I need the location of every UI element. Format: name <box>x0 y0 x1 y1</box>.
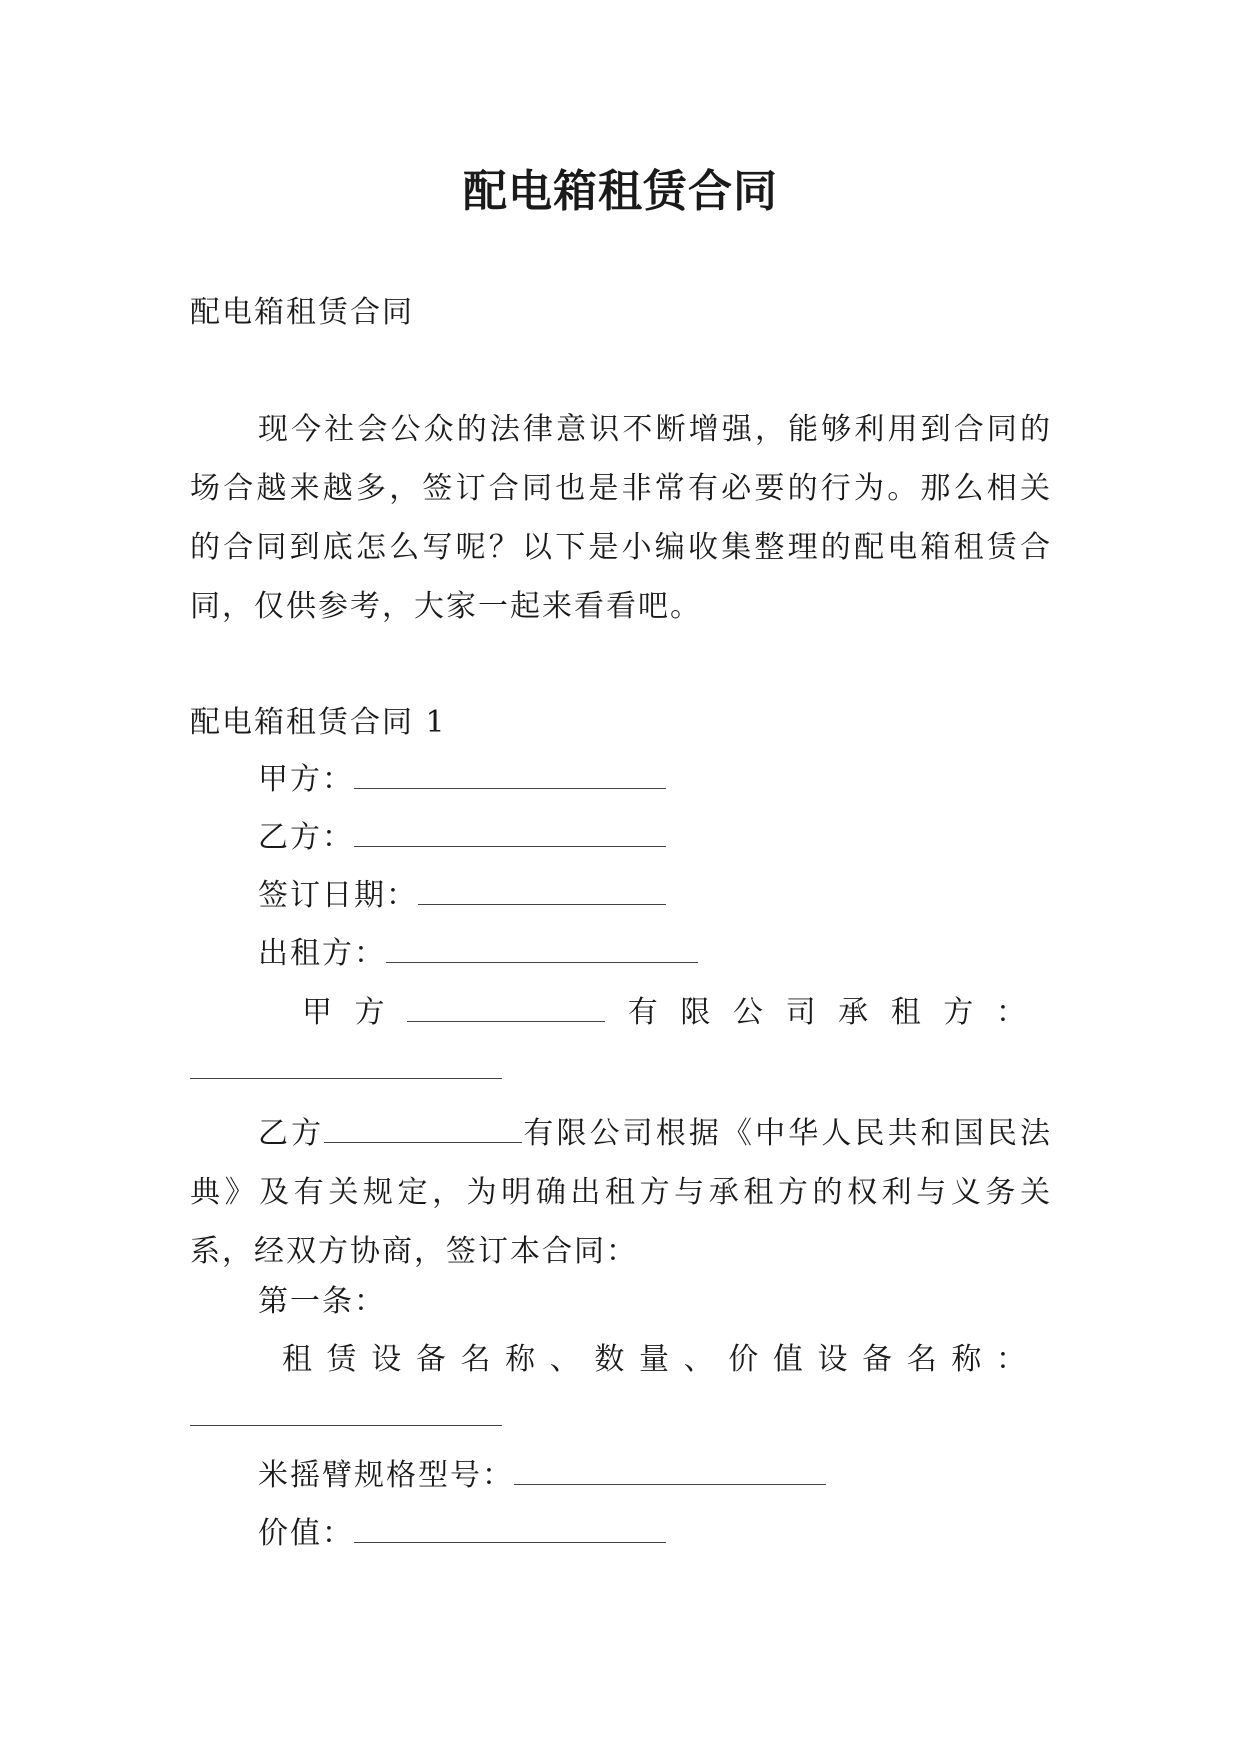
section-heading: 配电箱租赁合同 1 <box>190 705 447 740</box>
lessee-blank <box>190 1078 502 1079</box>
char: 称 <box>951 1342 982 1377</box>
char: 租 <box>890 995 921 1030</box>
equipment-name-blank <box>190 1425 502 1426</box>
sign-date-line <box>258 876 666 916</box>
char: 有 <box>627 995 658 1030</box>
char: 备 <box>415 1342 446 1377</box>
char: ： <box>996 1342 1026 1377</box>
article-one: 第一条： <box>258 1284 386 1319</box>
lessor-label: 出租方： <box>258 936 386 971</box>
char: 限 <box>680 995 711 1030</box>
intro-paragraph: 现今社会公众的法律意识不断增强，能够利用到合同的场合越来越多，签订合同也是非常有必要的行为。那么相关的合同到底怎么写呢？以下是小编收集整理的配电箱租赁合同，仅供参考，大家一起来看看吧。 <box>190 412 1052 624</box>
party-a-line <box>258 760 666 800</box>
char: 设 <box>817 1342 848 1377</box>
justified-equipment-line <box>282 1340 1026 1380</box>
char: 方 <box>354 995 385 1030</box>
value-line <box>258 1514 666 1554</box>
char: 值 <box>772 1342 803 1377</box>
company-name-blank <box>407 993 605 1022</box>
char: 承 <box>838 995 869 1030</box>
char: 称 <box>505 1342 536 1377</box>
sign-date-blank <box>418 876 666 905</box>
char: 价 <box>728 1342 759 1377</box>
document-subtitle: 配电箱租赁合同 <box>190 295 414 330</box>
justified-party-line <box>302 993 1026 1033</box>
char: 名 <box>906 1342 937 1377</box>
para2-text: 有限公司根据《中华人民共和国民法典》及有关规定，为明确出租方与承租方的权利与义务关系，经双方协商，签订本合同： <box>190 1116 1053 1269</box>
spec-blank <box>514 1456 826 1485</box>
party-b-blank <box>354 818 666 847</box>
char: 备 <box>862 1342 893 1377</box>
spec-label: 米摇臂规格型号： <box>258 1458 514 1493</box>
char: 设 <box>371 1342 402 1377</box>
basis-paragraph <box>190 1104 1052 1281</box>
char: 方 <box>943 995 974 1030</box>
char: 、 <box>549 1342 580 1377</box>
sign-date-label: 签订日期： <box>258 878 418 913</box>
lessor-blank <box>386 934 698 963</box>
party-b-label: 乙方： <box>258 820 354 855</box>
lessee-company-blank <box>324 1114 522 1143</box>
char: 数 <box>594 1342 625 1377</box>
char: ： <box>995 995 1026 1030</box>
char: 司 <box>785 995 816 1030</box>
para2-prefix: 乙方 <box>258 1116 325 1151</box>
lessor-line <box>258 934 698 974</box>
document-title: 配电箱租赁合同 <box>463 166 778 217</box>
char: 量 <box>639 1342 669 1377</box>
spec-line <box>258 1456 826 1496</box>
char: 赁 <box>326 1342 357 1377</box>
party-a-blank <box>354 760 666 789</box>
party-a-label: 甲方： <box>258 762 354 797</box>
char: 租 <box>282 1342 312 1377</box>
char: 名 <box>460 1342 491 1377</box>
value-blank <box>354 1514 666 1543</box>
char: 甲 <box>302 995 332 1030</box>
char: 公 <box>732 995 763 1030</box>
char: 、 <box>683 1342 714 1377</box>
value-label: 价值： <box>258 1516 354 1551</box>
party-b-line <box>258 818 666 858</box>
